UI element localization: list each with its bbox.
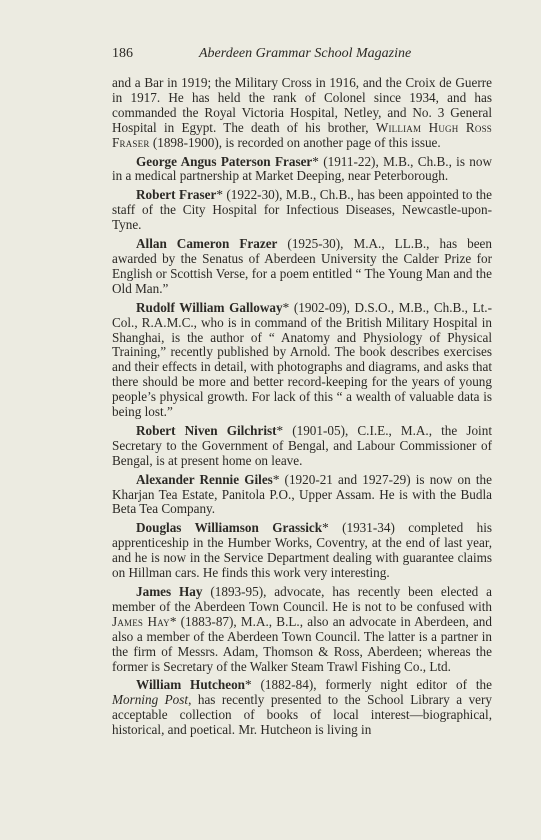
alumni-name: Rudolf William Galloway — [136, 299, 283, 315]
entry-text: * (1911-22), M.B., Ch.B., is now in a medical partnership at Market Deeping, near Peterborough. — [112, 153, 493, 184]
entry-text: * (1882-84), formerly night editor of the — [245, 677, 492, 693]
paragraph-text: and a Bar in 1919; the Military Cross in 1916, and the Croix de Guerre in 1917. He has held the rank of Colonel since 1934, and has commanded the Royal Victoria Hospital, Netley, and No. 3 General Hospital in Egypt. The death of his brother, — [112, 75, 492, 135]
alumni-name: Robert Fraser — [136, 187, 217, 203]
entry-text: * (1883-87), M.A., B.L., also an advocate in Aberdeen, and also a member of the Aberdeen Town Council. The latter is a partner in the firm of Messrs. Adam, Thomson & Ross, Aberdeen; whereas the former is Secretary of the Walker Steam Trawl Fishing Co., Ltd. — [112, 613, 492, 674]
small-caps-name: William Hugh Ross Fraser — [112, 119, 493, 150]
alumni-name: William Hutcheon — [136, 677, 246, 693]
alumni-name: Allan Cameron Frazer — [136, 236, 278, 252]
alumni-entry — [112, 301, 492, 420]
publication-title: Morning Post — [112, 692, 189, 708]
alumni-entry — [112, 521, 492, 581]
alumni-entry — [112, 473, 492, 518]
alumni-entry — [112, 424, 492, 469]
alumni-name: Robert Niven Gilchrist — [136, 422, 277, 438]
page-number: 186 — [112, 46, 133, 61]
alumni-entry — [112, 678, 492, 738]
entry-text: * (1922-30), M.B., Ch.B., has been appointed to the staff of the City Hospital for Infectious Diseases, Newcastle-upon-Tyne. — [112, 187, 493, 233]
entry-text: * (1901-05), C.I.E., M.A., the Joint Secretary to the Government of Bengal, and Labour Commissioner of Bengal, is at present home on leave. — [112, 422, 492, 468]
alumni-name: James Hay — [136, 584, 203, 599]
alumni-name: Douglas Williamson Grassick — [136, 520, 323, 536]
alumni-entry — [112, 585, 492, 674]
alumni-entry — [112, 237, 492, 297]
entry-text: * (1920-21 and 1927-29) is now on the Kharjan Tea Estate, Panitola P.O., Upper Assam. He is with the Budla Beta Tea Company. — [112, 471, 493, 517]
paragraph-text: (1898-1900), is recorded on another page of this issue. — [149, 134, 441, 150]
entry-text: * (1931-34) completed his apprenticeship in the Humber Works, Coventry, at the end of last year, and he is now in the Service Department dealing with guarantee claims on Hillman cars. He finds this work very interesting. — [112, 520, 492, 581]
entry-text: (1925-30), M.A., LL.B., has been awarded by the Senatus of Aberdeen University the Calder Prize for English or Scottish Verse, for a poem entitled “ The Young Man and the Old Man.” — [112, 236, 492, 296]
entry-text: (1893-95), advocate, has recently been elected a member of the Aberdeen Town Council. He is not to be confused with — [112, 584, 492, 614]
entry-text: * (1902-09), D.S.O., M.B., Ch.B., Lt.-Col., R.A.M.C., who is in command of the British Military Hospital in Shanghai, is the author of “ Anatomy and Physiology of Physical Training,” recently published by Arnold. The book describes exercises and their effects in detail, with photographs and diagrams, and asks that there should be more and better record-keeping for the years of young people’s physical growth. For lack of this “ a wealth of valuable data is being lost.” — [112, 299, 492, 420]
running-title: Aberdeen Grammar School Magazine — [199, 46, 412, 61]
alumni-name: George Angus Paterson Fraser — [136, 153, 313, 169]
alumni-name: Alexander Rennie Giles — [136, 471, 273, 487]
running-header — [112, 46, 492, 68]
small-caps-name: James Hay — [112, 613, 170, 629]
alumni-entry — [112, 155, 492, 185]
continuation-paragraph — [112, 76, 492, 151]
alumni-entry — [112, 188, 492, 233]
article-body — [112, 76, 492, 742]
entry-text: , has recently presented to the School Library a very acceptable collection of books of local interest—biographical, historical, and poetical. Mr. Hutcheon is living in — [112, 692, 492, 738]
